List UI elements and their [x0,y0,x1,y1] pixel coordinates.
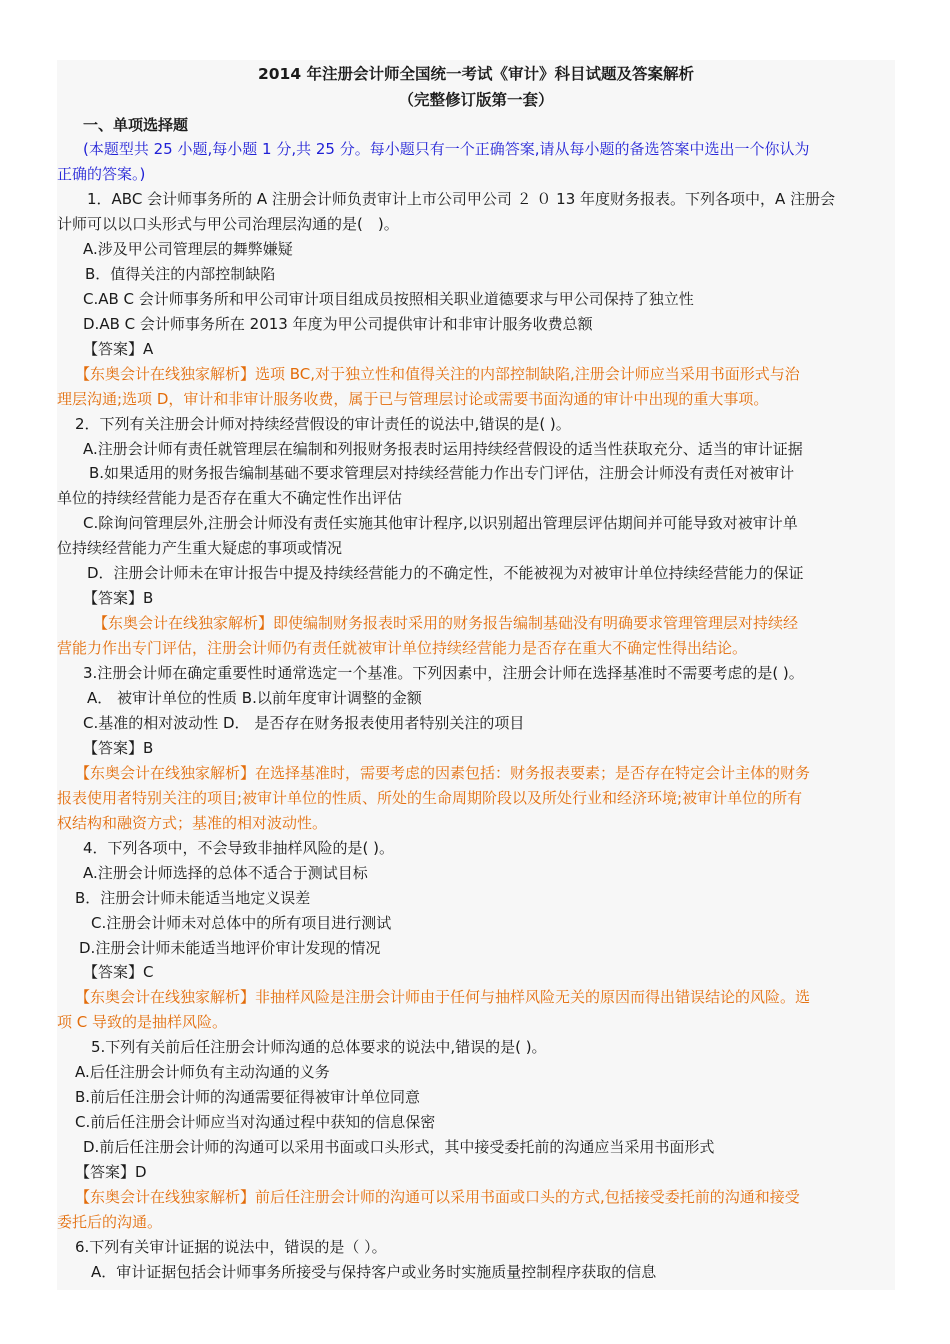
instructions-line-1: (本题型共 25 小题,每小题 1 分,共 25 分。每小题只有一个正确答案,请从每小题的备选答案中选出一个你认为 [83,140,810,158]
analysis-line: 【东奥会计在线独家解析】即使编制财务报表时采用的财务报告编制基础没有明确要求管理管理层对持续经 [93,614,799,633]
text-line: 【答案】C [83,963,154,982]
text-line: B.如果适用的财务报告编制基础不要求管理层对持续经营能力作出专门评估，注册会计师没有责任对被审计 [89,464,795,483]
text-line: 单位的持续经营能力是否存在重大不确定性作出评估 [57,489,403,508]
text-line: A．审计证据包括会计师事务所接受与保持客户或业务时实施质量控制程序获取的信息 [91,1262,657,1281]
analysis-line: 【东奥会计在线独家解析】在选择基准时，需要考虑的因素包括：财务报表要素；是否存在特定会计主体的财务 [75,763,811,782]
text-line: D.AB C 会计师事务所在 2013 年度为甲公司提供审计和非审计服务收费总额 [83,314,593,333]
analysis-line: 理层沟通;选项 D，审计和非审计服务收费，属于已与管理层讨论或需要书面沟通的审计中出现的重大事项。 [57,389,769,408]
text-line: 2．下列有关注册会计师对持续经营假设的审计责任的说法中,错误的是( )。 [75,414,571,433]
text-line: C.前后任注册会计师应当对沟通过程中获知的信息保密 [75,1113,436,1132]
text-line: 5.下列有关前后任注册会计师沟通的总体要求的说法中,错误的是( )。 [91,1038,547,1057]
analysis-line: 【东奥会计在线独家解析】前后任注册会计师的沟通可以采用书面或口头的方式,包括接受委托前的沟通和接受 [75,1188,800,1206]
text-line: B．值得关注的内部控制缺陷 [85,264,276,283]
text-line: 【答案】D [75,1163,147,1182]
analysis-line: 【东奥会计在线独家解析】选项 BC,对于独立性和值得关注的内部控制缺陷,注册会计师应当采用书面形式与治 [75,364,800,383]
text-line: A.注册会计师选择的总体不适合于测试目标 [83,863,368,882]
analysis-line: 委托后的沟通。 [57,1212,163,1231]
doc-subtitle: （完整修订版第一套） [398,91,554,109]
text-line: A.注册会计师有责任就管理层在编制和列报财务报表时运用持续经营假设的适当性获取充分、适当的审计证据 [83,439,803,458]
text-line: 【答案】B [83,738,154,757]
text-line: 【答案】B [83,589,154,608]
text-line: D.前后任注册会计师的沟通可以采用书面或口头形式，其中接受委托前的沟通应当采用书面形式 [83,1138,715,1157]
text-line: 计师可以以口头形式与甲公司治理层沟通的是( )。 [57,214,399,233]
text-line: B.前后任注册会计师的沟通需要征得被审计单位同意 [75,1088,421,1107]
analysis-line: 报表使用者特别关注的项目;被审计单位的性质、所处的生命周期阶段以及所处行业和经济环境;被审计单位的所有 [57,788,803,807]
text-line: A.涉及甲公司管理层的舞弊嫌疑 [83,239,293,258]
analysis-line: 项 C 导致的是抽样风险。 [57,1013,228,1032]
text-line: B．注册会计师未能适当地定义误差 [75,888,311,907]
text-line: 位持续经营能力产生重大疑虑的事项或情况 [57,539,343,558]
doc-title: 2014 年注册会计师全国统一考试《审计》科目试题及答案解析 [257,65,695,83]
text-line: 【答案】A [83,339,154,358]
text-line: 6.下列有关审计证据的说法中，错误的是（ ）。 [75,1237,387,1256]
text-line: D.注册会计师未能适当地评价审计发现的情况 [79,938,381,957]
analysis-line: 权结构和融资方式；基准的相对波动性。 [57,813,328,832]
text-line: C.基准的相对波动性 D． 是否存在财务报表使用者特别关注的项目 [83,713,525,732]
text-line: D．注册会计师未在审计报告中提及持续经营能力的不确定性，不能被视为对被审计单位持续经营能力的保证 [87,564,804,583]
text-line: C.AB C 会计师事务所和甲公司审计项目组成员按照相关职业道德要求与甲公司保持了独立性 [83,289,694,308]
text-line: 3.注册会计师在确定重要性时通常选定一个基准。下列因素中，注册会计师在选择基准时不需要考虑的是( )。 [83,664,804,683]
text-line: A． 被审计单位的性质 B.以前年度审计调整的金额 [87,689,422,707]
text-line: C.注册会计师未对总体中的所有项目进行测试 [91,913,392,932]
analysis-line: 【东奥会计在线独家解析】非抽样风险是注册会计师由于任何与抽样风险无关的原因而得出错误结论的风险。选 [75,988,811,1007]
text-line: 1．ABC 会计师事务所的 A 注册会计师负责审计上市公司甲公司 ２ ０ 13 年度财务报表。下列各项中，A 注册会 [87,190,836,208]
section-heading: 一、单项选择题 [83,116,189,134]
text-line: 4．下列各项中，不会导致非抽样风险的是( )。 [83,838,395,857]
instructions-line-2: 正确的答案。) [57,165,146,183]
text-line: A.后任注册会计师负有主动沟通的义务 [75,1063,330,1082]
text-line: C.除询问管理层外,注册会计师没有责任实施其他审计程序,以识别超出管理层评估期间并可能导致对被审计单 [83,514,798,533]
analysis-line: 营能力作出专门评估，注册会计师仍有责任就被审计单位持续经营能力是否存在重大不确定性得出结论。 [57,639,748,658]
